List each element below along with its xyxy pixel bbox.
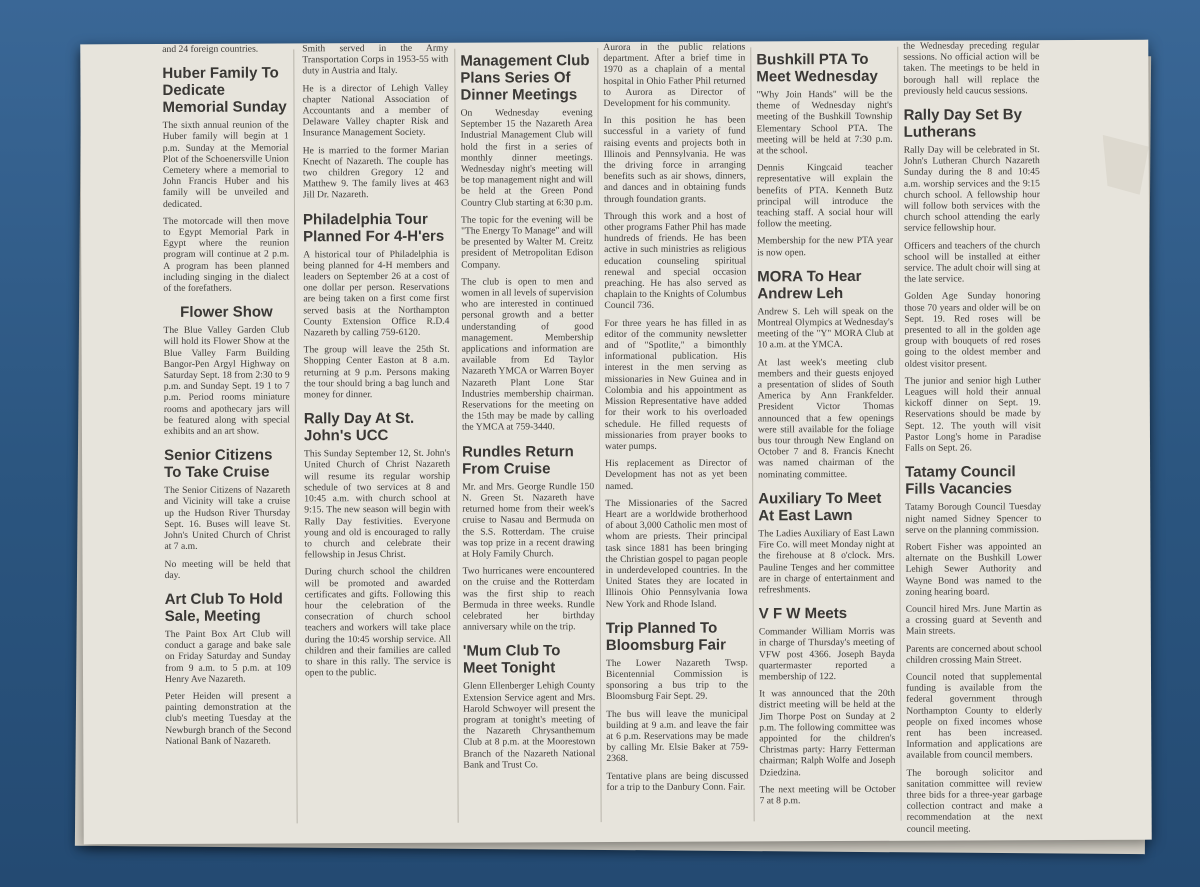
article-paragraph: Council noted that supplemental funding is available from the federal government through Northampton County to elderly people on fixed incomes whose rent has been increased. Information and applications are available from council members.: [906, 671, 1043, 762]
article-paragraph: Rally Day will be celebrated in St. John's Lutheran Church Nazareth Sunday during the 8 and 10:45 a.m. worship services and the 9:15 church school. A fellowship hour will follow both services with the church school attending the early service fellowship hour.: [903, 144, 1041, 235]
article-paragraph: Andrew S. Leh will speak on the Montreal Olympics at Wednesday's meeting of the "Y" MORA Club at 10 a.m. at the YMCA.: [757, 305, 894, 351]
article-paragraph: The junior and senior high Luther Leagues will hold their annual kickoff dinner on Sept. 19. Reservations should be made by Sept. 12. The youth will visit Pastor Long's home in Paradise Falls on Sept. 26.: [904, 375, 1042, 454]
article-paragraph: The Ladies Auxiliary of East Lawn Fire Co. will meet Monday night at the firehouse at 8 o'clock. Mrs. Pauline Tenges and her committee are in charge of entertainment and refreshments.: [758, 527, 895, 596]
article-paragraph: Peter Heiden will present a painting demonstration at the club's meeting Tuesday at the Newburgh branch of the Second National Bank of Nazareth.: [165, 690, 292, 747]
article-paragraph: No meeting will be held that day.: [164, 557, 291, 581]
article-paragraph: The Senior Citizens of Nazareth and Vicinity will take a cruise up the Hudson River Thursday Sept. 16. Buses will leave St. John's United Church of Christ at 7 a.m.: [164, 484, 291, 553]
article-paragraph: This Sunday September 12, St. John's United Church of Christ Nazareth will resume its regular worship schedule of two services at 8 and 10:45 a.m. with church school at 9:15. The new season will begin with Rally Day festivities. Everyone young and old is encouraged to rally to church and celebrate their fellowship in Jesus Christ.: [304, 448, 451, 561]
article-paragraph: His replacement as Director of Development has not as yet been named.: [605, 457, 748, 492]
article-headline: Trip Planned To Bloomsburg Fair: [605, 619, 726, 654]
article-paragraph: For three years he has filled in as editor of the community newsletter and of "Spotlite," a bimonthly informational publication. His interest in the men serving as missionaries in New Guinea and in Colombia and his appointment as Mission Representative have added for their work to his overloaded schedule. He filled requests of missionaries from prayer books to water pumps.: [604, 317, 747, 452]
article-headline: V F W Meets: [758, 605, 848, 623]
newspaper-page: [80, 40, 1151, 845]
article-headline: Auxiliary To Meet At East Lawn: [758, 489, 882, 525]
article-headline: Flower Show: [180, 303, 273, 322]
article-paragraph: Robert Fisher was appointed an alternate on the Bushkill Lower Lehigh Sewer Authority and Wayne Bond was named to the zoning hearing board.: [905, 541, 1042, 598]
article-paragraph: In this position he has been successful in a variety of fund raising events and projects both in Illinois and Pennsylvania. He was the driving force in arranging benefits such as air shows, dinners, and dances and in obtaining funds through foundation grants.: [603, 114, 746, 205]
article-paragraph: Dennis Kingcaid teacher representative will explain the benefits of PTA. Kenneth Butz principal will introduce the teaching staff. A social hour will follow the meeting.: [756, 162, 894, 230]
article-paragraph: The Paint Box Art Club will conduct a garage and bake sale on Friday Saturday and Sunday from 9 a.m. to 5 p.m. at 109 Henry Ave Nazareth.: [164, 628, 292, 685]
article-paragraph: It was announced that the 20th district meeting will be held at the Jim Thorpe Post on Sunday at 2 p.m. The following committee was appointed for the children's Christmas party: Harry Fetterman chairman; Ralph Wolfe and Joseph Dziedzina.: [759, 687, 896, 778]
article-paragraph: "Why Join Hands" will be the theme of Wednesday night's meeting of the Bushkill Township Elementary School PTA. The meeting will be held at 7:30 p.m. at the school.: [756, 88, 893, 157]
article-paragraph: The Missionaries of the Sacred Heart are a worldwide brotherhood of about 3,000 Catholic men most of whom are priests. Their principal task since 1881 has been bringing the Christian gospel to pagan people in underdeveloped countries. In the United States they are located in Illinois Ohio Pennsylvania Iowa New York and Rhode Island.: [605, 497, 748, 610]
article-paragraph: On Wednesday evening September 15 the Nazareth Area Industrial Management Club will hold the first in a series of monthly dinner meetings. Wednesday night's meeting will be top management night and will be held at the Green Pond Country Club starting at 6:30 p.m.: [460, 107, 593, 209]
column-3: [460, 42, 595, 777]
article-paragraph: The Blue Valley Garden Club will hold its Flower Show at the Blue Valley Farm Building Bangor-Pen Argyl Highway on Saturday Sept. 18 from 2:30 to 9 p.m. and Sunday Sept. 19 1 to 7 p.m. Period rooms miniature rooms and apothecary jars will be featured along with special exhibits and an art show.: [163, 324, 290, 438]
article-paragraph: Glenn Ellenberger Lehigh County Extension Service agent and Mrs. Harold Schwoyer will present the program at tonight's meeting of the Nazareth Chrysanthemum Club at 8 p.m. at the Moorestown Branch of the Nazareth National Bank and Trust Co.: [463, 680, 596, 771]
article-paragraph: The next meeting will be October 7 at 8 p.m.: [759, 783, 896, 807]
article-paragraph: He is a director of Lehigh Valley chapter National Association of Accountants and a member of Delaware Valley chapter Risk and Insurance Management Society.: [302, 82, 449, 139]
article-paragraph: Membership for the new PTA year is now open.: [757, 235, 894, 259]
article-paragraph: Smith served in the Army Transportation Corps in 1953-55 with duty in Austria and Italy.: [302, 42, 449, 77]
article-paragraph: Mr. and Mrs. George Rundle 150 N. Green St. Nazareth have returned home from their week's cruise to Nasau and Bermuda on the S.S. Rotterdam. The cruise was top prize in a recent drawing at Holy Family Church.: [462, 480, 595, 560]
article-paragraph: The borough solicitor and sanitation committee will review three bids for a three-year garbage collection contract and make a recommendation at the next council meeting.: [906, 766, 1043, 835]
article-headline: Senior Citizens To Take Cruise: [164, 446, 273, 482]
column-1: [162, 43, 291, 752]
article-paragraph: He is married to the former Marian Knecht of Nazareth. The couple has two children Gregory 12 and Matthew 9. The family lives at 463 Jill Dr. Nazareth.: [302, 144, 449, 201]
column-4: [603, 41, 748, 799]
column-divider: [750, 47, 754, 821]
article-paragraph: The sixth annual reunion of the Huber family will begin at 1 p.m. Sunday at the Memorial Plot of the Schoenersville Union Cemetery where a memorial to John Francis Huber and his family will be unveiled and dedicated.: [162, 119, 289, 210]
article-paragraph: Tatamy Borough Council Tuesday night named Sidney Spencer to serve on the planning commission.: [905, 501, 1042, 536]
article-paragraph: A historical tour of Philadelphia is being planned for 4-H members and leaders on September 26 at a cost of one dollar per person. Reservations are being taken on a first come first served basis at the Northampton County Extension Office R.D.4 Nazareth by calling 759-6120.: [303, 248, 450, 339]
article-paragraph: The bus will leave the municipal building at 9 a.m. and leave the fair at 6 p.m. Reservations may be made by calling Mr. Elsie Baker at 759-2368.: [606, 707, 749, 765]
article-paragraph: Parents are concerned about school children crossing Main Street.: [905, 642, 1042, 666]
column-5: [756, 41, 895, 813]
article-headline: Rundles Return From Cruise: [462, 442, 574, 478]
article-headline: MORA To Hear Andrew Leh: [757, 267, 862, 303]
column-2: [302, 43, 451, 685]
article-paragraph: The group will leave the 25th St. Shopping Center Easton at 8 a.m. returning at 9 p.m. Persons making the tour should bring a bag lunch and money for dinner.: [303, 343, 450, 401]
article-headline: Bushkill PTA To Meet Wednesday: [756, 50, 878, 86]
article-paragraph: At last week's meeting club members and their guests enjoyed a presentation of slides of South America by Ann Frankfelder. President Victor Thomas announced that a few openings were still available for the foliage bus tour through New England on October 7 and 8. Francis Knecht was named chairman of the nominating committee.: [757, 356, 895, 481]
article-paragraph: Tentative plans are being discussed for a trip to the Danbury Conn. Fair.: [606, 770, 749, 793]
article-paragraph: The topic for the evening will be "The Energy To Manage" and will be presented by Walter M. Creitz president of Metropolitan Edison Company.: [461, 213, 594, 271]
article-paragraph: Golden Age Sunday honoring those 70 years and older will be on Sept. 19. Red roses will be presented to all in the golden age group with bouquets of red roses going to the oldest member and oldest visitor present.: [904, 290, 1041, 370]
article-headline: Huber Family To Dedicate Memorial Sunday: [162, 64, 287, 117]
column-divider: [293, 49, 297, 823]
article-paragraph: The club is open to men and women in all levels of supervision who are interested in continued personal growth and a better understanding of good management. Membership applications and information are available from Ed Taylor Nazareth YMCA or Warren Boyer Nazareth Plant Lone Star Industries membership chairman. Reservations for the meeting on the 15th may be made by calling the YMCA at 759-3440.: [461, 275, 594, 434]
article-headline: 'Mum Club To Meet Tonight: [462, 642, 561, 677]
column-6: [903, 40, 1042, 840]
article-headline: Philadelphia Tour Planned For 4-H'ers: [302, 210, 445, 246]
article-headline: Rally Day At St. John's UCC: [303, 410, 415, 445]
article-headline: Rally Day Set By Lutherans: [903, 106, 1023, 141]
article-paragraph: Council hired Mrs. June Martin as a crossing guard at Seventh and Main streets.: [905, 603, 1042, 638]
article-headline: Management Club Plans Series Of Dinner Meetings: [460, 52, 590, 104]
article-paragraph: During church school the children will be promoted and awarded certificates and gifts. Following this hour the celebration of the consecration of church school teachers and workers will take place during the 10:45 worship service. All children and their families are called to share in this rally. The service is open to the public.: [304, 566, 451, 679]
column-divider: [897, 47, 901, 821]
article-paragraph: The motorcade will then move to Egypt Memorial Park in Egypt where the reunion program will continue at 2 p.m. A program has been planned including singing in the dialect of the forefathers.: [163, 215, 290, 295]
column-divider: [454, 49, 458, 823]
article-paragraph: Two hurricanes were encountered on the cruise and the Rotterdam was the first ship to reach Bermuda in three weeks. Rundle celebrated her birthday anniversary while on the trip.: [462, 565, 595, 633]
torn-corner: [1103, 135, 1149, 195]
article-paragraph: The Lower Nazareth Twsp. Bicentennial Commission is sponsoring a bus trip to the Bloomsburg Fair Sept. 29.: [605, 657, 749, 703]
article-headline: Tatamy Council Fills Vacancies: [905, 463, 1016, 499]
article-paragraph: Officers and teachers of the church school will be installed at either service. The adult choir will sing at the late service.: [904, 239, 1041, 285]
article-paragraph: Commander William Morris was in charge of Thursday's meeting of VFW post 4366. Joseph Bayda quartermaster reported a membership of 122.: [758, 625, 895, 683]
article-paragraph: the Wednesday preceding regular sessions. No official action will be taken. The meetings to be held in borough hall will replace the previously held caucus sessions.: [903, 40, 1040, 97]
article-paragraph: and 24 foreign countries.: [162, 43, 259, 55]
article-paragraph: Aurora in the public relations department. After a brief time in 1970 as a chaplain of a mental hospital in Ohio Father Phil returned to Aurora as Director of Development for his community.: [603, 41, 746, 110]
article-paragraph: Through this work and a host of other programs Father Phil has made hundreds of friends. He has been active in such ministries as religious education counseling spiritual renewal and special occasion preaching. He has also served as chaplain to the Knights of Columbus Council 736.: [603, 210, 747, 312]
column-divider: [597, 48, 601, 822]
article-headline: Art Club To Hold Sale, Meeting: [164, 590, 283, 625]
